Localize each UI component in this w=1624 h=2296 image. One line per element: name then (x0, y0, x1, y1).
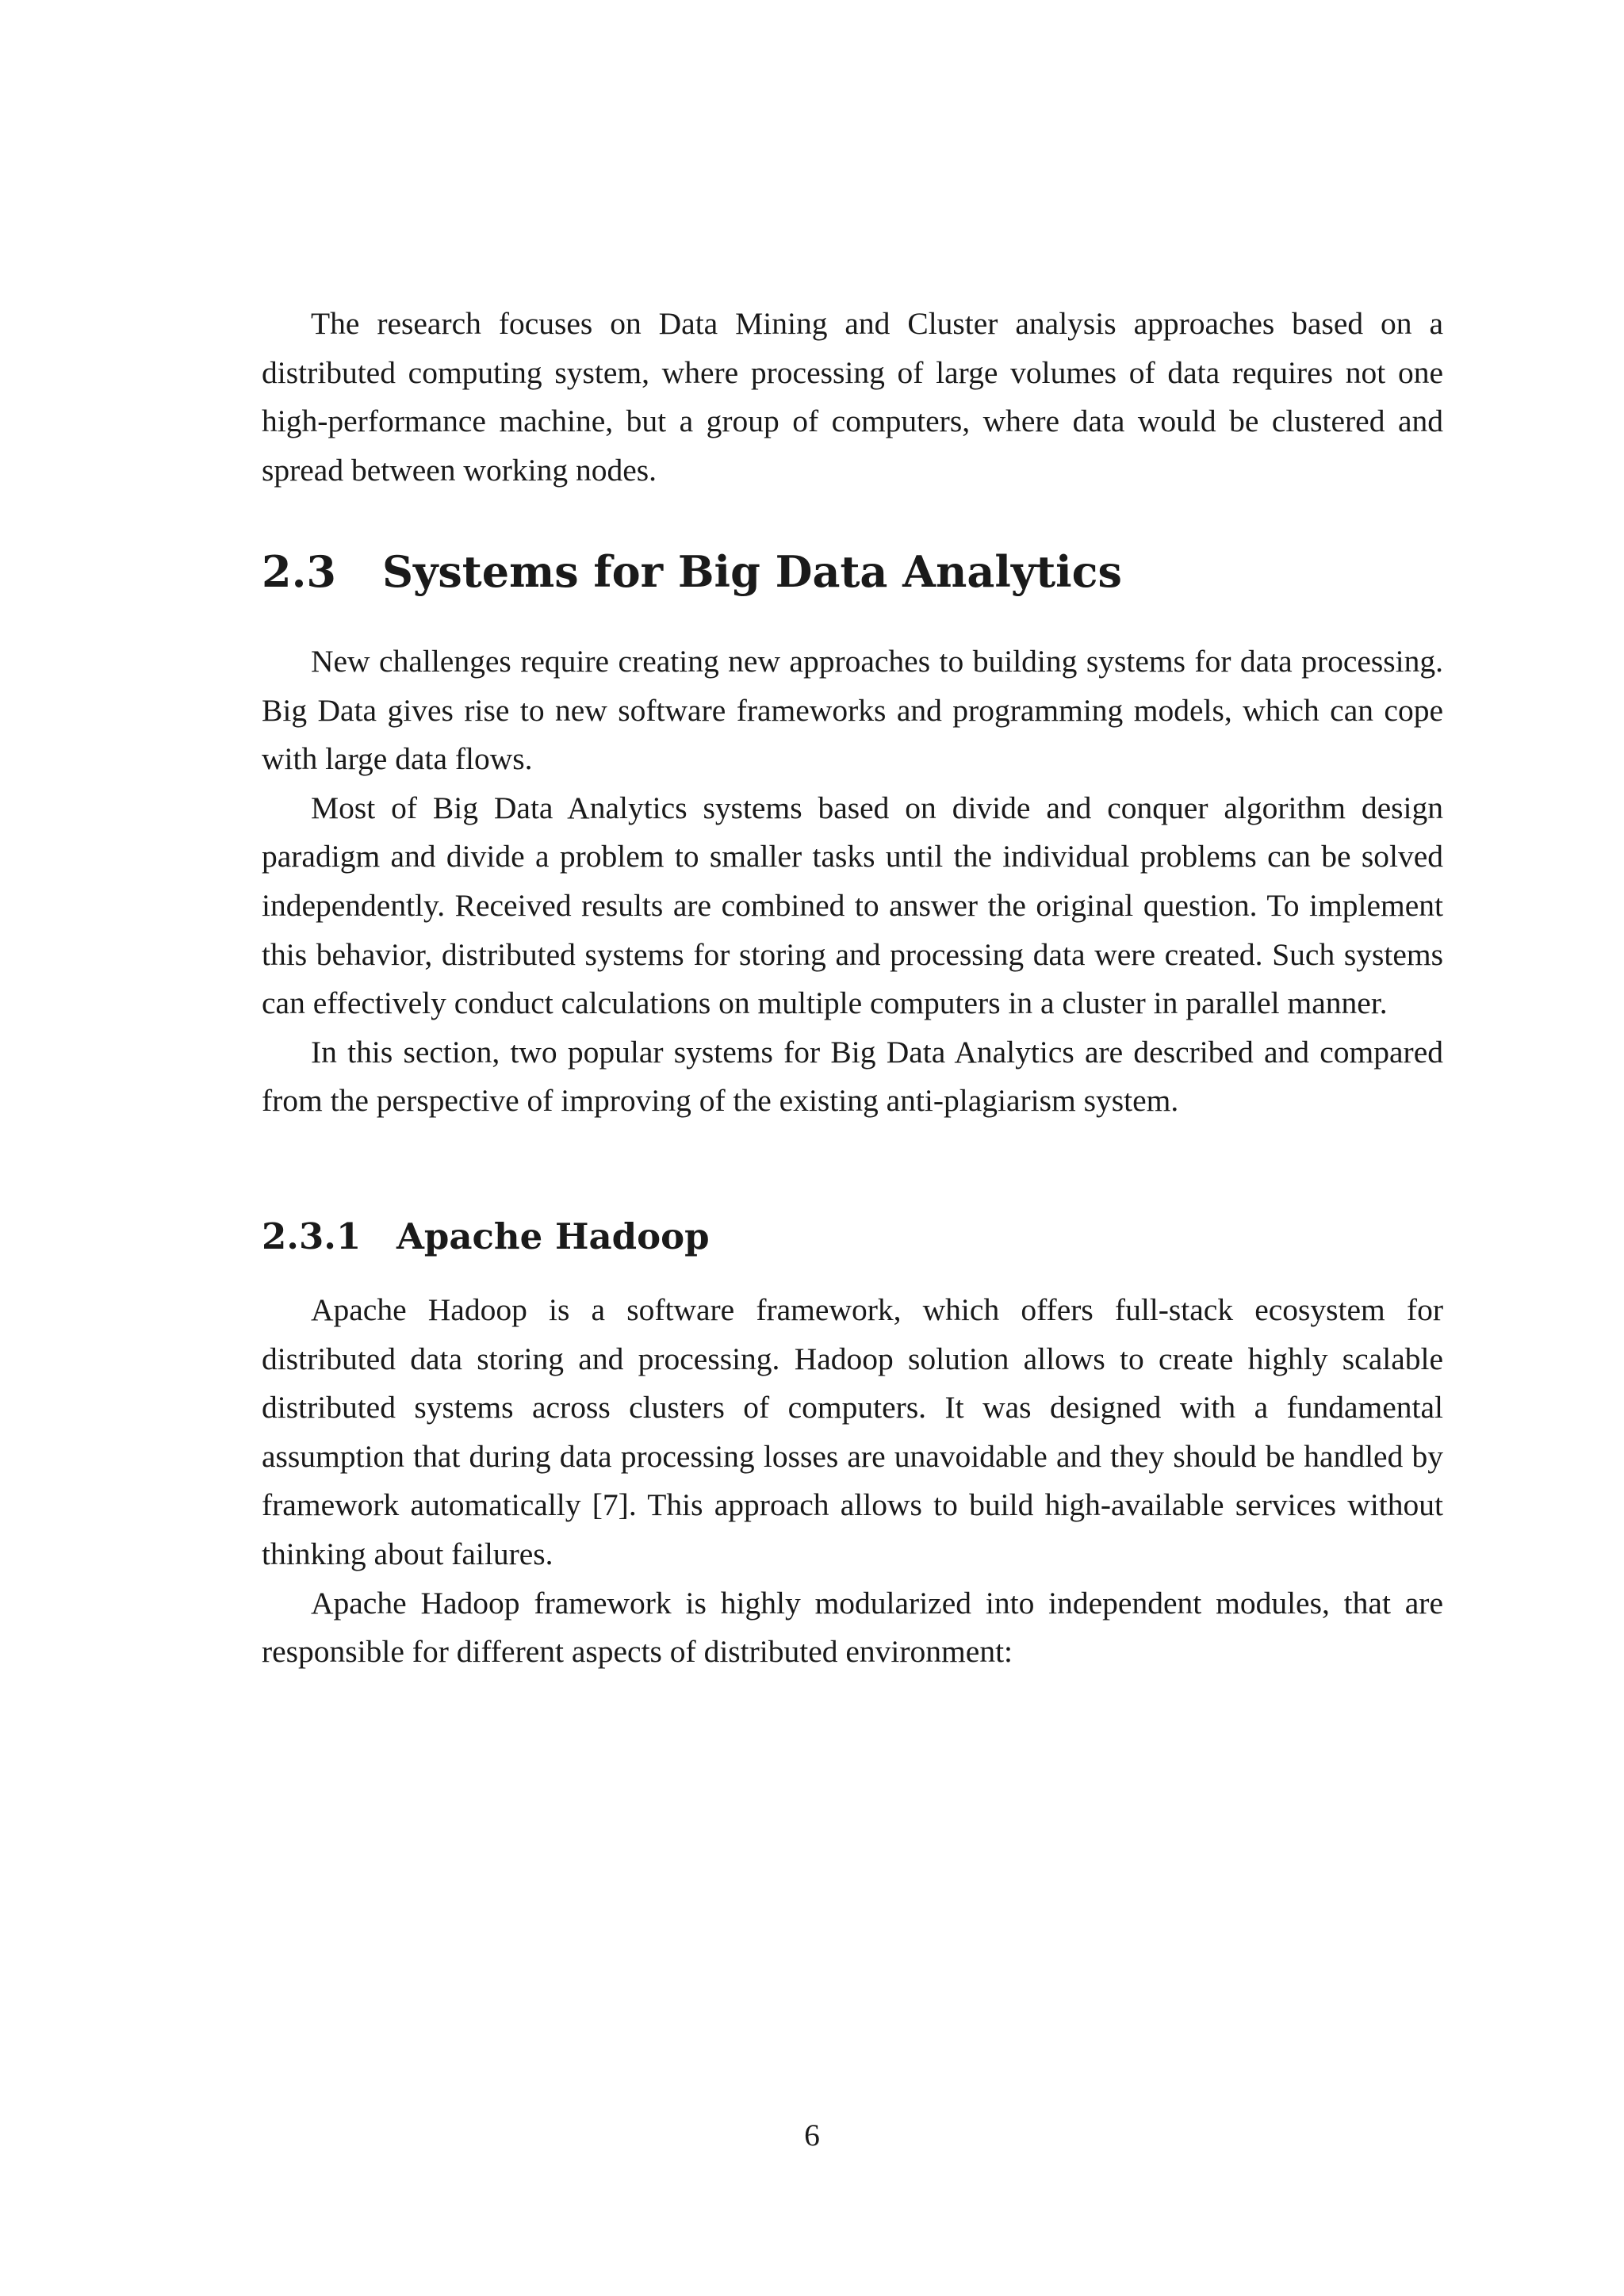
section-heading-2-3 (262, 544, 1122, 599)
paragraph: In this section, two popular systems for Big Data Analytics are described and compared from the perspective of improving of the existing anti-plagiarism system. (262, 1034, 1443, 1119)
page-number: 6 (804, 2118, 820, 2152)
section-title: Systems for Big Data Analytics (382, 546, 1122, 597)
intro-block (262, 300, 1443, 495)
subsection-title: Apache Hadoop (396, 1215, 710, 1257)
section-2-3-body (262, 637, 1443, 1126)
paragraph: Apache Hadoop framework is highly modularized into independent modules, that are responsible for different aspects of distributed environment: (262, 1585, 1443, 1670)
intro-paragraph: The research focuses on Data Mining and Cluster analysis approaches based on a distributed computing system, where processing of large volumes of data requires not one high-performance machine, but a group of computers, where data would be clustered and spread between working nodes. (262, 306, 1443, 488)
subsection-number: 2.3.1 (262, 1215, 362, 1257)
subsection-heading-2-3-1 (262, 1213, 710, 1261)
paragraph: Apache Hadoop is a software framework, which offers full-stack ecosystem for distributed data storing and processing. Hadoop solution allows to create highly scalable distributed systems across clusters of computers. It was designed with a fundamental assumption that during data processing losses are unavoidable and they should be handled by framework automatically [7]. This approach allows to build high-available services without thinking about failures. (262, 1292, 1443, 1571)
paragraph: New challenges require creating new approaches to building systems for data processing. Big Data gives rise to new software frameworks and programming models, which can cope with large data flows. (262, 644, 1443, 777)
section-number: 2.3 (262, 546, 336, 597)
section-2-3-1-body (262, 1286, 1443, 1677)
paragraph: Most of Big Data Analytics systems based on divide and conquer algorithm design paradigm and divide a problem to smaller tasks until the individual problems can be solved independently. Received results are combined to answer the original question. To implement this behavior, distributed systems for storing and processing data were created. Such systems can effectively conduct calculations on multiple computers in a cluster in parallel manner. (262, 790, 1443, 1021)
